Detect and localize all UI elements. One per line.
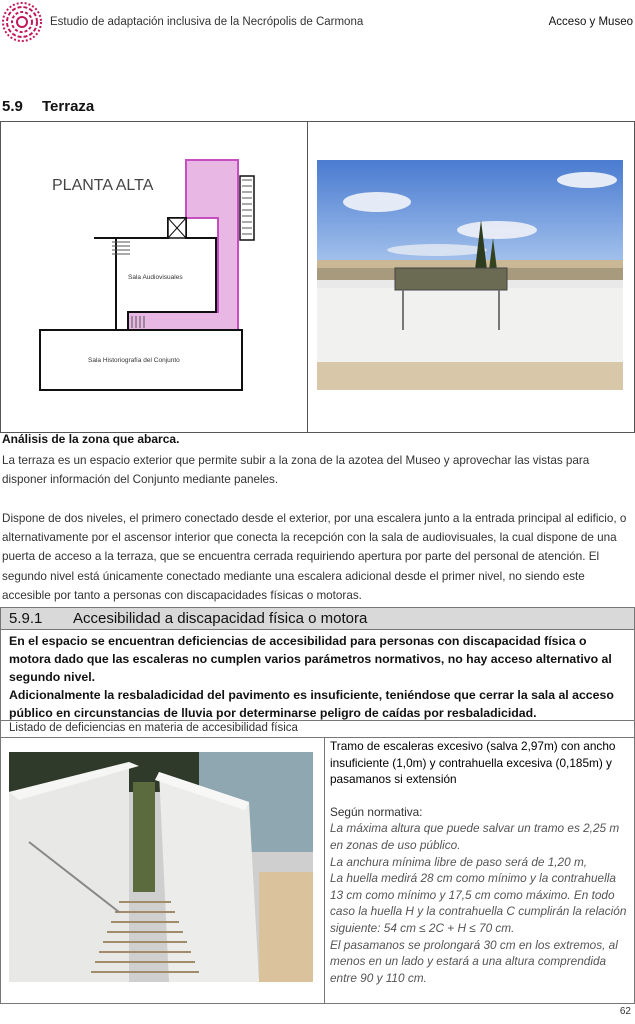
summary-text-2: Adicionalmente la resbaladicidad del pavimento es insuficiente, teniéndose que cerrar la sala al acceso público en circunstancias de lluvia por determinarse peligro de caídas por resbaladicidad. <box>9 688 614 720</box>
header-section: Acceso y Museo <box>548 16 633 28</box>
section-number: 5.9 <box>2 98 23 115</box>
figure-divider <box>307 122 308 432</box>
deficiency-divider <box>324 738 325 1003</box>
logo-icon <box>2 2 42 42</box>
subsection-heading <box>0 607 635 630</box>
plan-title: PLANTA ALTA <box>52 177 154 194</box>
deficiency-summary <box>0 630 635 720</box>
deficiency-details <box>330 738 630 986</box>
norm-item-3: La huella medirá 28 cm como mínimo y la contrahuella 13 cm como mínimo y 17,5 cm como máximo. En todo caso la huella H y la contrahuella C cumplirán la relación siguiente: 54 cm ≤ 2C + H ≤ 70 cm. <box>330 871 627 935</box>
subsection-number: 5.9.1 <box>9 610 43 627</box>
summary-text-1: En el espacio se encuentran deficiencias de accesibilidad para personas con discapacidad física o motora dado que las escaleras no cumplen varios parámetros normativos, no hay acceso alternativo al segundo nivel. <box>9 634 612 684</box>
norm-item-1: La máxima altura que puede salvar un tramo es 2,25 m en zonas de uso público. <box>330 821 620 852</box>
header-title: Estudio de adaptación inclusiva de la Necrópolis de Carmona <box>50 16 364 28</box>
deficiency-list-header: Listado de deficiencias en materia de accesibilidad física <box>0 720 635 738</box>
deficiency-lead: Tramo de escaleras excesivo (salva 2,97m) con ancho insuficiente (1,0m) y contrahuella excesiva (0,185m) y pasamanos si extensión <box>330 739 616 787</box>
room-label-historiografia: Sala Historiografía del Conjunto <box>88 357 180 364</box>
room-label-audiovisuales: Sala Audiovisuales <box>128 274 183 281</box>
section-heading <box>2 98 94 115</box>
analysis-paragraph-2: Dispone de dos niveles, el primero conectado desde el exterior, por una escalera junto a la entrada principal al edificio, o alternativamente por el ascensor interior que conecta la recepción con la sala de audiovisuales, la cual dispone de una puerta de acceso a la terraza, que se encuentra cerrada requiriendo apertura por parte del personal de atención. El segundo nivel está únicamente conectado mediante una escalera adicional desde el primer nivel, no siendo este accesible por tanto a personas con discapacidades físicas o motoras. <box>2 512 627 602</box>
norm-item-4: El pasamanos se prolongará 30 cm en los extremos, al menos en un lado y estará a una altura comprendida entre 90 y 110 cm. <box>330 937 618 985</box>
floor-plan <box>34 156 264 396</box>
stairs-photo <box>9 752 313 982</box>
subsection-title: Accesibilidad a discapacidad física o motora <box>73 610 368 627</box>
norm-item-2: La anchura mínima libre de paso será de 1,20 m, <box>330 854 588 869</box>
page-header <box>0 0 635 46</box>
analysis-paragraph-1: La terraza es un espacio exterior que permite subir a la zona de la azotea del Museo y aprovechar las vistas para disponer información del Conjunto mediante paneles. <box>2 454 590 487</box>
terrace-photo <box>317 160 623 390</box>
analysis-title: Análisis de la zona que abarca. <box>2 432 180 446</box>
norm-label: Según normativa: <box>330 804 423 819</box>
section-title: Terraza <box>42 98 95 115</box>
page-number: 62 <box>619 1006 631 1017</box>
